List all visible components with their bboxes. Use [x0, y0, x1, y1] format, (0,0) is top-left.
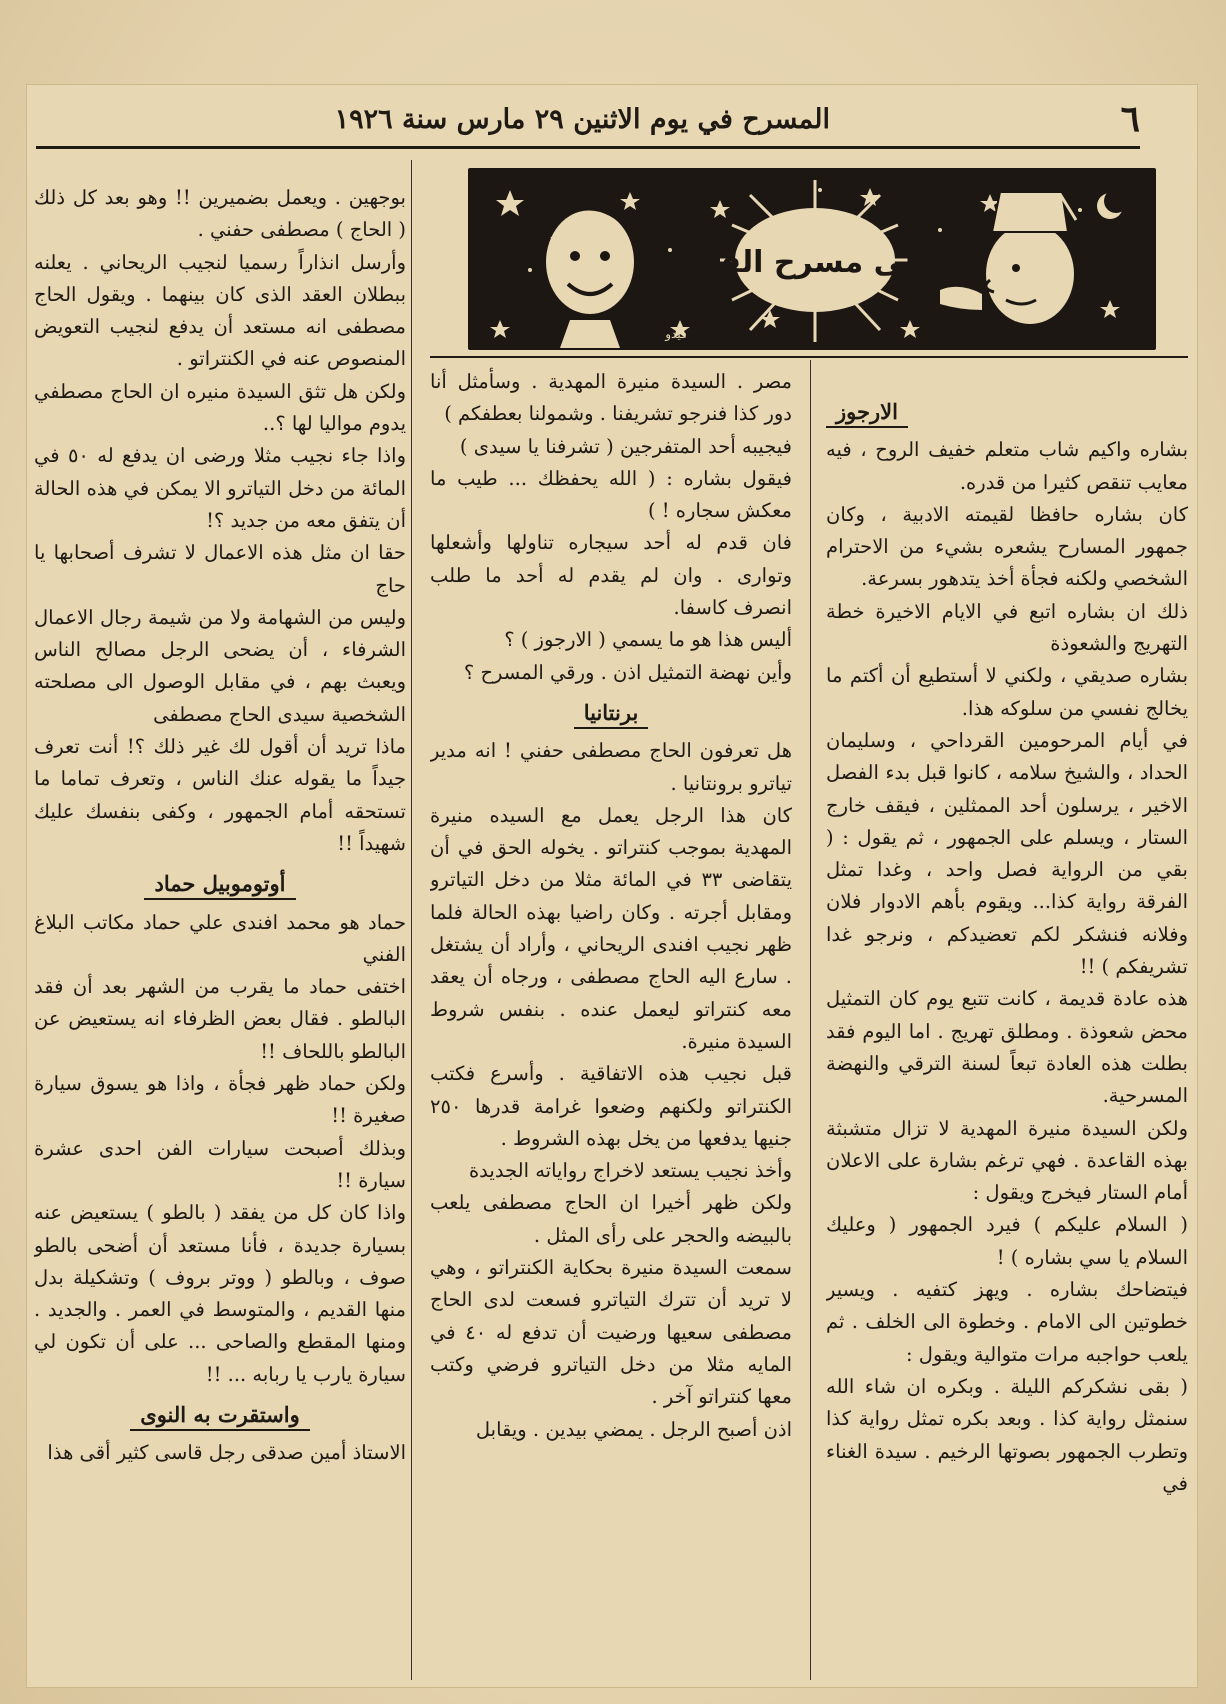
- paragraph: حقا ان مثل هذه الاعمال لا تشرف أصحابها يا حاج: [34, 541, 406, 597]
- paragraph: هذه عادة قديمة ، كانت تتبع يوم كان التمثيل محض شعوذة . ومطلق تهريج . اما اليوم فقد بطلت هذه العادة تبعاً لسنة الترقي والنهضة المسرحية.: [826, 987, 1188, 1108]
- paragraph: ولكن السيدة منيرة المهدية لا تزال متشبثة بهذه القاعدة . فهي ترغم بشارة على الاعلان أمام الستار فيخرج ويقول :: [826, 1116, 1188, 1205]
- paragraph: واذا جاء نجيب مثلا ورضى ان يدفع له ٥٠ في المائة من دخل التياترو الا يمكن في هذه الحالة أن يتفق معه من جديد ؟!: [34, 444, 406, 532]
- paragraph: ذلك ان بشاره اتبع في الايام الاخيرة خطة التهريج والشعوذة: [826, 599, 1188, 656]
- paragraph: فان قدم له أحد سيجاره تناولها وأشعلها وتوارى . وان لم يقدم له أحد ما طلب انصرف كاسفا.: [430, 531, 792, 620]
- page-number: ٦: [1120, 98, 1140, 140]
- column-rule-left: [411, 160, 412, 1680]
- paragraph: ولكن حماد ظهر فجأة ، واذا هو يسوق سيارة صغيرة !!: [34, 1072, 406, 1128]
- paragraph: واذا كان كل من يفقد ( بالطو ) يستعيض عنه بسيارة جديدة ، فأنا مستعد أن أضحى بالطو صوف ، وبالطو ( ووتر بروف ) وتشكيلة بدل منها القديم ، والمتوسط في العمر . والجديد . ومنها المقطع والصاحى ... على أن تكون لي سيارة يارب يا ربابه ... !!: [34, 1201, 406, 1386]
- paragraph: فيجيبه أحد المتفرجين ( تشرفنا يا سيدى ): [459, 434, 792, 458]
- banner-title: على مسرح الفن: [693, 245, 937, 280]
- paragraph: هل تعرفون الحاج مصطفى حفني ! انه مدير تياترو برونتانيا .: [430, 739, 792, 795]
- column-middle-article: [430, 366, 792, 1686]
- article-heading-settled: واستقرت به النوى: [34, 1399, 406, 1431]
- paragraph: ( بقى نشكركم الليلة . وبكره ان شاء الله سنمثل رواية كذا . وبعد بكره تمثل رواية كذا وتطرب الجمهور بصوتها الرخيم . سيدة الغناء في: [826, 1374, 1188, 1495]
- paragraph: وأرسل انذاراً رسميا لنجيب الريحاني . يعلنه ببطلان العقد الذى كان بينهما . ويقول الحاج مصطفى انه مستعد أن يدفع لنجيب التعويض المنصوص عنه في الكنتراتو .: [34, 250, 406, 371]
- column-right-article: [826, 388, 1188, 1678]
- paragraph: اذن أصبح الرجل . يمضي بيدين . ويقابل: [475, 1417, 792, 1441]
- paragraph: اختفى حماد ما يقرب من الشهر بعد أن فقد البالطو . فقال بعض الظرفاء انه يستعيض عن البالطو باللحاف !!: [34, 975, 406, 1063]
- paragraph: ولكن ظهر أخيرا ان الحاج مصطفى يلعب بالبيضه والحجر على رأى المثل .: [430, 1191, 792, 1247]
- paragraph: ( السلام عليكم ) فيرد الجمهور ( وعليك السلام يا سي بشاره ) !: [826, 1213, 1188, 1269]
- paragraph: سمعت السيدة منيرة بحكاية الكنتراتو ، وهي لا تريد أن تترك التياترو فسعت لدى الحاج مصطفى سعيها ورضيت أن تدفع له ٤٠ في المايه مثلا من دخل التياترو فرضي وكتب معها كنتراتو آخر .: [430, 1256, 792, 1409]
- banner-art: [470, 170, 1154, 348]
- paragraph: فيتضاحك بشاره . ويهز كتفيه . ويسير خطوتين الى الامام . وخطوة الى الخلف . ثم يلعب حواجبه مرات متوالية ويقول :: [826, 1278, 1188, 1366]
- article-heading-brentania: برنتانيا: [430, 697, 792, 729]
- paragraph: ولكن هل تثق السيدة منيره ان الحاج مصطفي يدوم مواليا لها ؟..: [34, 379, 406, 436]
- paragraph: مصر . السيدة منيرة المهدية . وسأمثل أنا دور كذا فنرجو تشريفنا . وشمولنا بعطفكم ): [430, 370, 792, 426]
- theatre-banner-illustration: [468, 168, 1156, 350]
- paragraph: وأخذ نجيب يستعد لاخراج رواياته الجديدة: [468, 1159, 792, 1183]
- paragraph: أليس هذا هو ما يسمي ( الارجوز ) ؟: [504, 628, 792, 652]
- banner-signature: فيدو: [665, 327, 687, 341]
- paragraph: وأين نهضة التمثيل اذن . ورقي المسرح ؟: [463, 660, 792, 684]
- paragraph: بشاره صديقي ، ولكني لا أستطيع أن أكتم ما يخالج نفسي من سلوكه هذا.: [826, 664, 1188, 720]
- article-heading-arguz: الارجوز: [826, 396, 1188, 428]
- paragraph: بشاره واكيم شاب متعلم خفيف الروح ، فيه معايب تنقص كثيرا من قدره.: [826, 438, 1188, 494]
- paragraph: كان هذا الرجل يعمل مع السيده منيرة المهدية بموجب كنتراتو . يخوله الحق في أن يتقاضى ٣٣ في المائة مثلا من دخل التياترو ومقابل أجرته . وكان راضيا بهذه الحالة فلما ظهر نجيب افندى الريحاني ، وأراد أن يشتغل . سارع اليه الحاج مصطفى ، ورجاه أن يعقد معه كنتراتو ليعمل عنده . بنفس شروط السيدة منيرة.: [430, 803, 792, 1053]
- paragraph: قبل نجيب هذه الاتفاقية . وأسرع فكتب الكنتراتو ولكنهم وضعوا غرامة قدرها ٢٥٠ جنيها يدفعها من يخل بهذه الشروط .: [430, 1062, 792, 1150]
- page-header: [36, 98, 1140, 149]
- paragraph: وبذلك أصبحت سيارات الفن احدى عشرة سيارة !!: [34, 1136, 406, 1192]
- paragraph: كان بشاره حافظا لقيمته الادبية ، وكان جمهور المسارح يشعره بشيء من الاحترام الشخصي ولكنه فجأة أخذ يتدهور بسرعة.: [826, 502, 1188, 591]
- paragraph: الاستاذ أمين صدقى رجل قاسى كثير أقى هذا: [47, 1441, 406, 1465]
- column-left-article: [34, 182, 406, 1682]
- paragraph: حماد هو محمد افندى علي حماد مكاتب البلاغ الفني: [34, 910, 406, 966]
- article-heading-hammad-car: أوتوموبيل حماد: [34, 868, 406, 900]
- paragraph: ماذا تريد أن أقول لك غير ذلك ؟! أنت تعرف جيداً ما يقوله عنك الناس ، وتعرف تماما ما تستحقه أمام الجمهور ، وكفى بنفسك عليك شهيداً !!: [34, 735, 406, 855]
- paragraph: فيقول بشاره : ( الله يحفظك ... طيب ما معكش سجاره ! ): [430, 466, 792, 523]
- paragraph: في أيام المرحومين القرداحي ، وسليمان الحداد ، والشيخ سلامه ، كانوا قبل بدء الفصل الاخير ، يرسلون أحد الممثلين ، فيقف خارج الستار ، ويسلم على الجمهور ، ثم يقول : ( بقي من الرواية فصل واحد ، وغدا تمثل الفرقة رواية كذا... ويقوم بأهم الادوار فلان وفلانه فنشكر لكم تعضيدكم ، ونرجو غدا تشريفكم ) !!: [826, 728, 1188, 979]
- banner-underline: [430, 356, 1188, 358]
- paragraph: وليس من الشهامة ولا من شيمة رجال الاعمال الشرفاء ، أن يضحى الرجل مصالح الناس ويعبث بهم ، في مقابل الوصول الى مصلحته الشخصية سيدى الحاج مصطفى: [34, 605, 406, 726]
- column-rule-right: [810, 360, 811, 1680]
- paragraph: بوجهين . ويعمل بضميرين !! وهو بعد كل ذلك ( الحاج ) مصطفى حفني .: [34, 186, 406, 242]
- header-title: المسرح في يوم الاثنين ٢٩ مارس سنة ١٩٢٦: [334, 104, 830, 135]
